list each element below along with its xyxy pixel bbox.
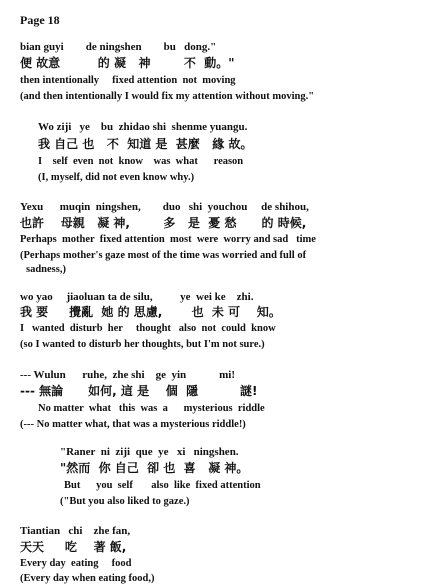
gloss-line: No matter what this was a mysterious riddle <box>38 403 265 414</box>
hanzi-line: 也許 母親 凝 神, 多 是 憂 愁 的 時候, <box>20 216 307 230</box>
translation-line: ("But you also liked to gaze.) <box>60 496 190 507</box>
pinyin-line: "Raner ni ziji que ye xi ningshen. <box>60 446 239 458</box>
gloss-line: But you self also like fixed attention <box>64 480 261 491</box>
hanzi-line: 便 故意 的 凝 神 不 動。" <box>20 56 235 70</box>
pinyin-line: Wo ziji ye bu zhidao shi shenme yuangu. <box>38 121 248 133</box>
translation-line: (--- No matter what, that was a mysterious riddle!) <box>20 419 246 430</box>
gloss-line: I wanted disturb her thought also not could know <box>20 323 276 334</box>
hanzi-line: --- 無論 如何, 這 是 個 隱 謎! <box>20 384 258 398</box>
translation-line: (and then intentionally I would fix my attention without moving." <box>20 91 315 102</box>
pinyin-line: Yexu muqin ningshen, duo shi youchou de shihou, <box>20 201 309 213</box>
hanzi-line: 天天 吃 著 飯, <box>20 540 127 554</box>
translation-continuation: sadness,) <box>26 264 66 275</box>
pinyin-line: bian guyi de ningshen bu dong." <box>20 41 217 53</box>
translation-line: (Every day when eating food,) <box>20 573 155 584</box>
pinyin-line: --- Wulun ruhe, zhe shi ge yin mi! <box>20 369 236 381</box>
pinyin-line: wo yao jiaoluan ta de silu, ye wei ke zhi. <box>20 291 254 303</box>
gloss-line: then intentionally fixed attention not moving <box>20 75 236 86</box>
gloss-line: Perhaps mother fixed attention most were worry and sad time <box>20 234 316 245</box>
gloss-line: Every day eating food <box>20 558 132 569</box>
translation-line: (so I wanted to disturb her thoughts, but I'm not sure.) <box>20 339 265 350</box>
hanzi-line: 我 要 攪亂 她 的 思慮, 也 未 可 知。 <box>20 305 281 319</box>
hanzi-line: 我 自己 也 不 知道 是 甚麼 緣 故。 <box>38 137 253 151</box>
translation-line: (Perhaps mother's gaze most of the time was worried and full of <box>20 250 307 261</box>
page-header: Page 18 <box>20 13 60 27</box>
pinyin-line: Tiantian chi zhe fan, <box>20 525 131 537</box>
gloss-line: I self even not know was what reason <box>38 156 244 167</box>
translation-line: (I, myself, did not even know why.) <box>38 172 195 183</box>
hanzi-line: "然而 你 自己 卻 也 喜 凝 神。 <box>60 461 249 475</box>
